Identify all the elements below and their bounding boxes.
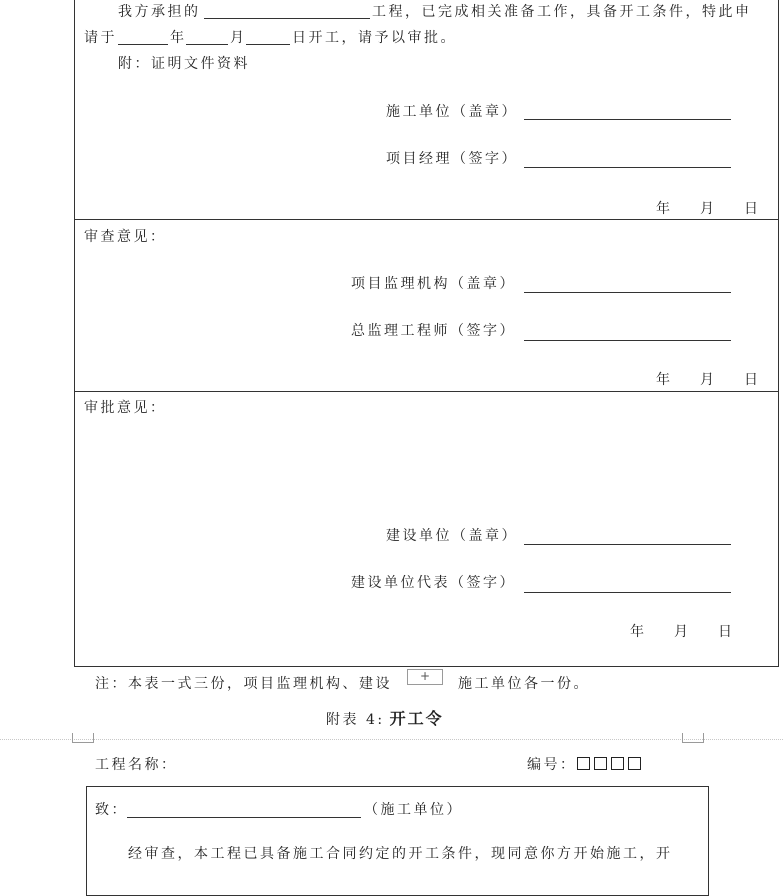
project-manager-sign-line	[524, 167, 731, 168]
review-opinion-heading: 审查意见：	[84, 229, 167, 245]
note-text-pre: 注：本表一式三份，项目监理机构、建设	[95, 676, 392, 692]
owner-seal-line	[524, 544, 731, 545]
application-text-line2-a: 请于	[84, 30, 117, 46]
page-break	[0, 739, 783, 740]
application-text-line1-pre: 我方承担的	[118, 4, 201, 20]
table-divider-2	[74, 391, 779, 392]
project-name-label: 工程名称：	[95, 757, 178, 773]
supervision-seal-line	[524, 292, 731, 293]
number-label	[527, 757, 645, 773]
number-label-text: 编号：	[527, 757, 577, 773]
appendix-title: 开工令	[389, 709, 444, 728]
appendix-heading	[326, 706, 444, 729]
appendix-prefix: 附表 4:	[326, 712, 385, 728]
date-year: 年	[656, 372, 673, 388]
add-row-handle[interactable]: +	[407, 669, 443, 685]
to-label: 致：	[95, 802, 128, 818]
date-day: 日	[744, 372, 761, 388]
approval-opinion-heading: 审批意见：	[84, 400, 167, 416]
number-box	[577, 757, 590, 770]
year-label: 年	[170, 30, 187, 46]
date-year: 年	[630, 624, 647, 640]
owner-seal-label: 建设单位（盖章）	[386, 528, 518, 544]
right-margin-marker	[682, 733, 704, 743]
to-suffix: （施工单位）	[364, 802, 463, 818]
owner-rep-sign-label: 建设单位代表（签字）	[351, 575, 516, 591]
day-blank	[246, 44, 290, 45]
order-body-text: 经审查，本工程已具备施工合同约定的开工条件，现同意你方开始施工，开	[128, 846, 673, 862]
chief-engineer-sign-line	[524, 340, 731, 341]
supervision-seal-label: 项目监理机构（盖章）	[351, 276, 516, 292]
month-label: 月	[230, 30, 247, 46]
date-month: 月	[674, 624, 691, 640]
contractor-name-blank	[127, 817, 361, 818]
date-day: 日	[718, 624, 735, 640]
date-month: 月	[700, 201, 717, 217]
number-box	[594, 757, 607, 770]
date-month: 月	[700, 372, 717, 388]
contractor-seal-line	[524, 119, 731, 120]
owner-rep-sign-line	[524, 592, 731, 593]
number-box	[628, 757, 641, 770]
year-blank	[118, 44, 168, 45]
application-text-line2-b: 日开工，请予以审批。	[292, 30, 457, 46]
number-box	[611, 757, 624, 770]
note-text-post: 施工单位各一份。	[458, 676, 590, 692]
attachment-label: 附：证明文件资料	[118, 56, 250, 72]
application-text-line1-post: 工程，已完成相关准备工作，具备开工条件，特此申	[372, 4, 752, 20]
month-blank	[186, 44, 228, 45]
project-name-blank	[204, 18, 370, 19]
contractor-seal-label: 施工单位（盖章）	[386, 104, 518, 120]
chief-engineer-sign-label: 总监理工程师（签字）	[351, 323, 516, 339]
project-manager-sign-label: 项目经理（签字）	[386, 151, 518, 167]
date-day: 日	[744, 201, 761, 217]
left-margin-marker	[72, 733, 94, 743]
table-divider-1	[74, 219, 779, 220]
date-year: 年	[656, 201, 673, 217]
